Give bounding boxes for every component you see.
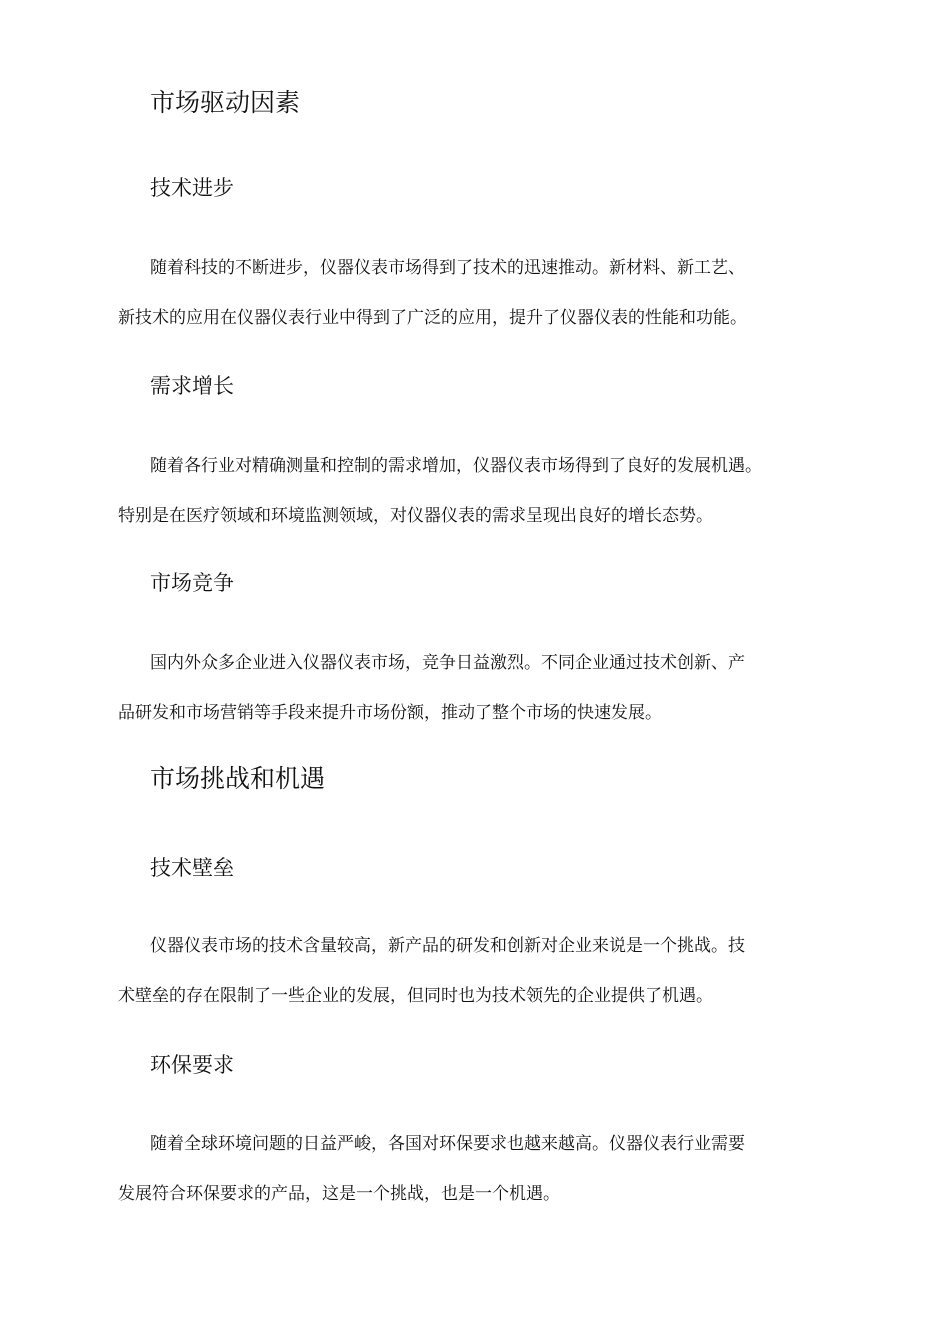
section-heading: 市场挑战和机遇 <box>150 764 326 793</box>
subsection-heading: 需求增长 <box>150 374 234 398</box>
paragraph-line: 国内外众多企业进入仪器仪表市场，竞争日益激烈。不同企业通过技术创新、产 <box>150 653 745 673</box>
paragraph-line: 特别是在医疗领域和环境监测领域，对仪器仪表的需求呈现出良好的增长态势。 <box>118 506 713 526</box>
paragraph-line: 随着全球环境问题的日益严峻，各国对环保要求也越来越高。仪器仪表行业需要 <box>150 1134 745 1154</box>
paragraph-line: 仪器仪表市场的技术含量较高，新产品的研发和创新对企业来说是一个挑战。技 <box>150 936 745 956</box>
section-heading: 市场驱动因素 <box>150 88 301 117</box>
subsection-heading: 市场竞争 <box>150 571 234 595</box>
paragraph-line: 随着各行业对精确测量和控制的需求增加，仪器仪表市场得到了良好的发展机遇。 <box>150 456 762 476</box>
subsection-heading: 技术进步 <box>150 176 234 200</box>
subsection-heading: 环保要求 <box>150 1053 234 1077</box>
paragraph-line: 发展符合环保要求的产品，这是一个挑战，也是一个机遇。 <box>118 1184 560 1204</box>
subsection-heading: 技术壁垒 <box>150 856 234 880</box>
paragraph-line: 随着科技的不断进步，仪器仪表市场得到了技术的迅速推动。新材料、新工艺、 <box>150 258 745 278</box>
paragraph-line: 术壁垒的存在限制了一些企业的发展，但同时也为技术领先的企业提供了机遇。 <box>118 986 713 1006</box>
paragraph-line: 新技术的应用在仪器仪表行业中得到了广泛的应用，提升了仪器仪表的性能和功能。 <box>118 308 747 328</box>
paragraph-line: 品研发和市场营销等手段来提升市场份额，推动了整个市场的快速发展。 <box>118 703 662 723</box>
